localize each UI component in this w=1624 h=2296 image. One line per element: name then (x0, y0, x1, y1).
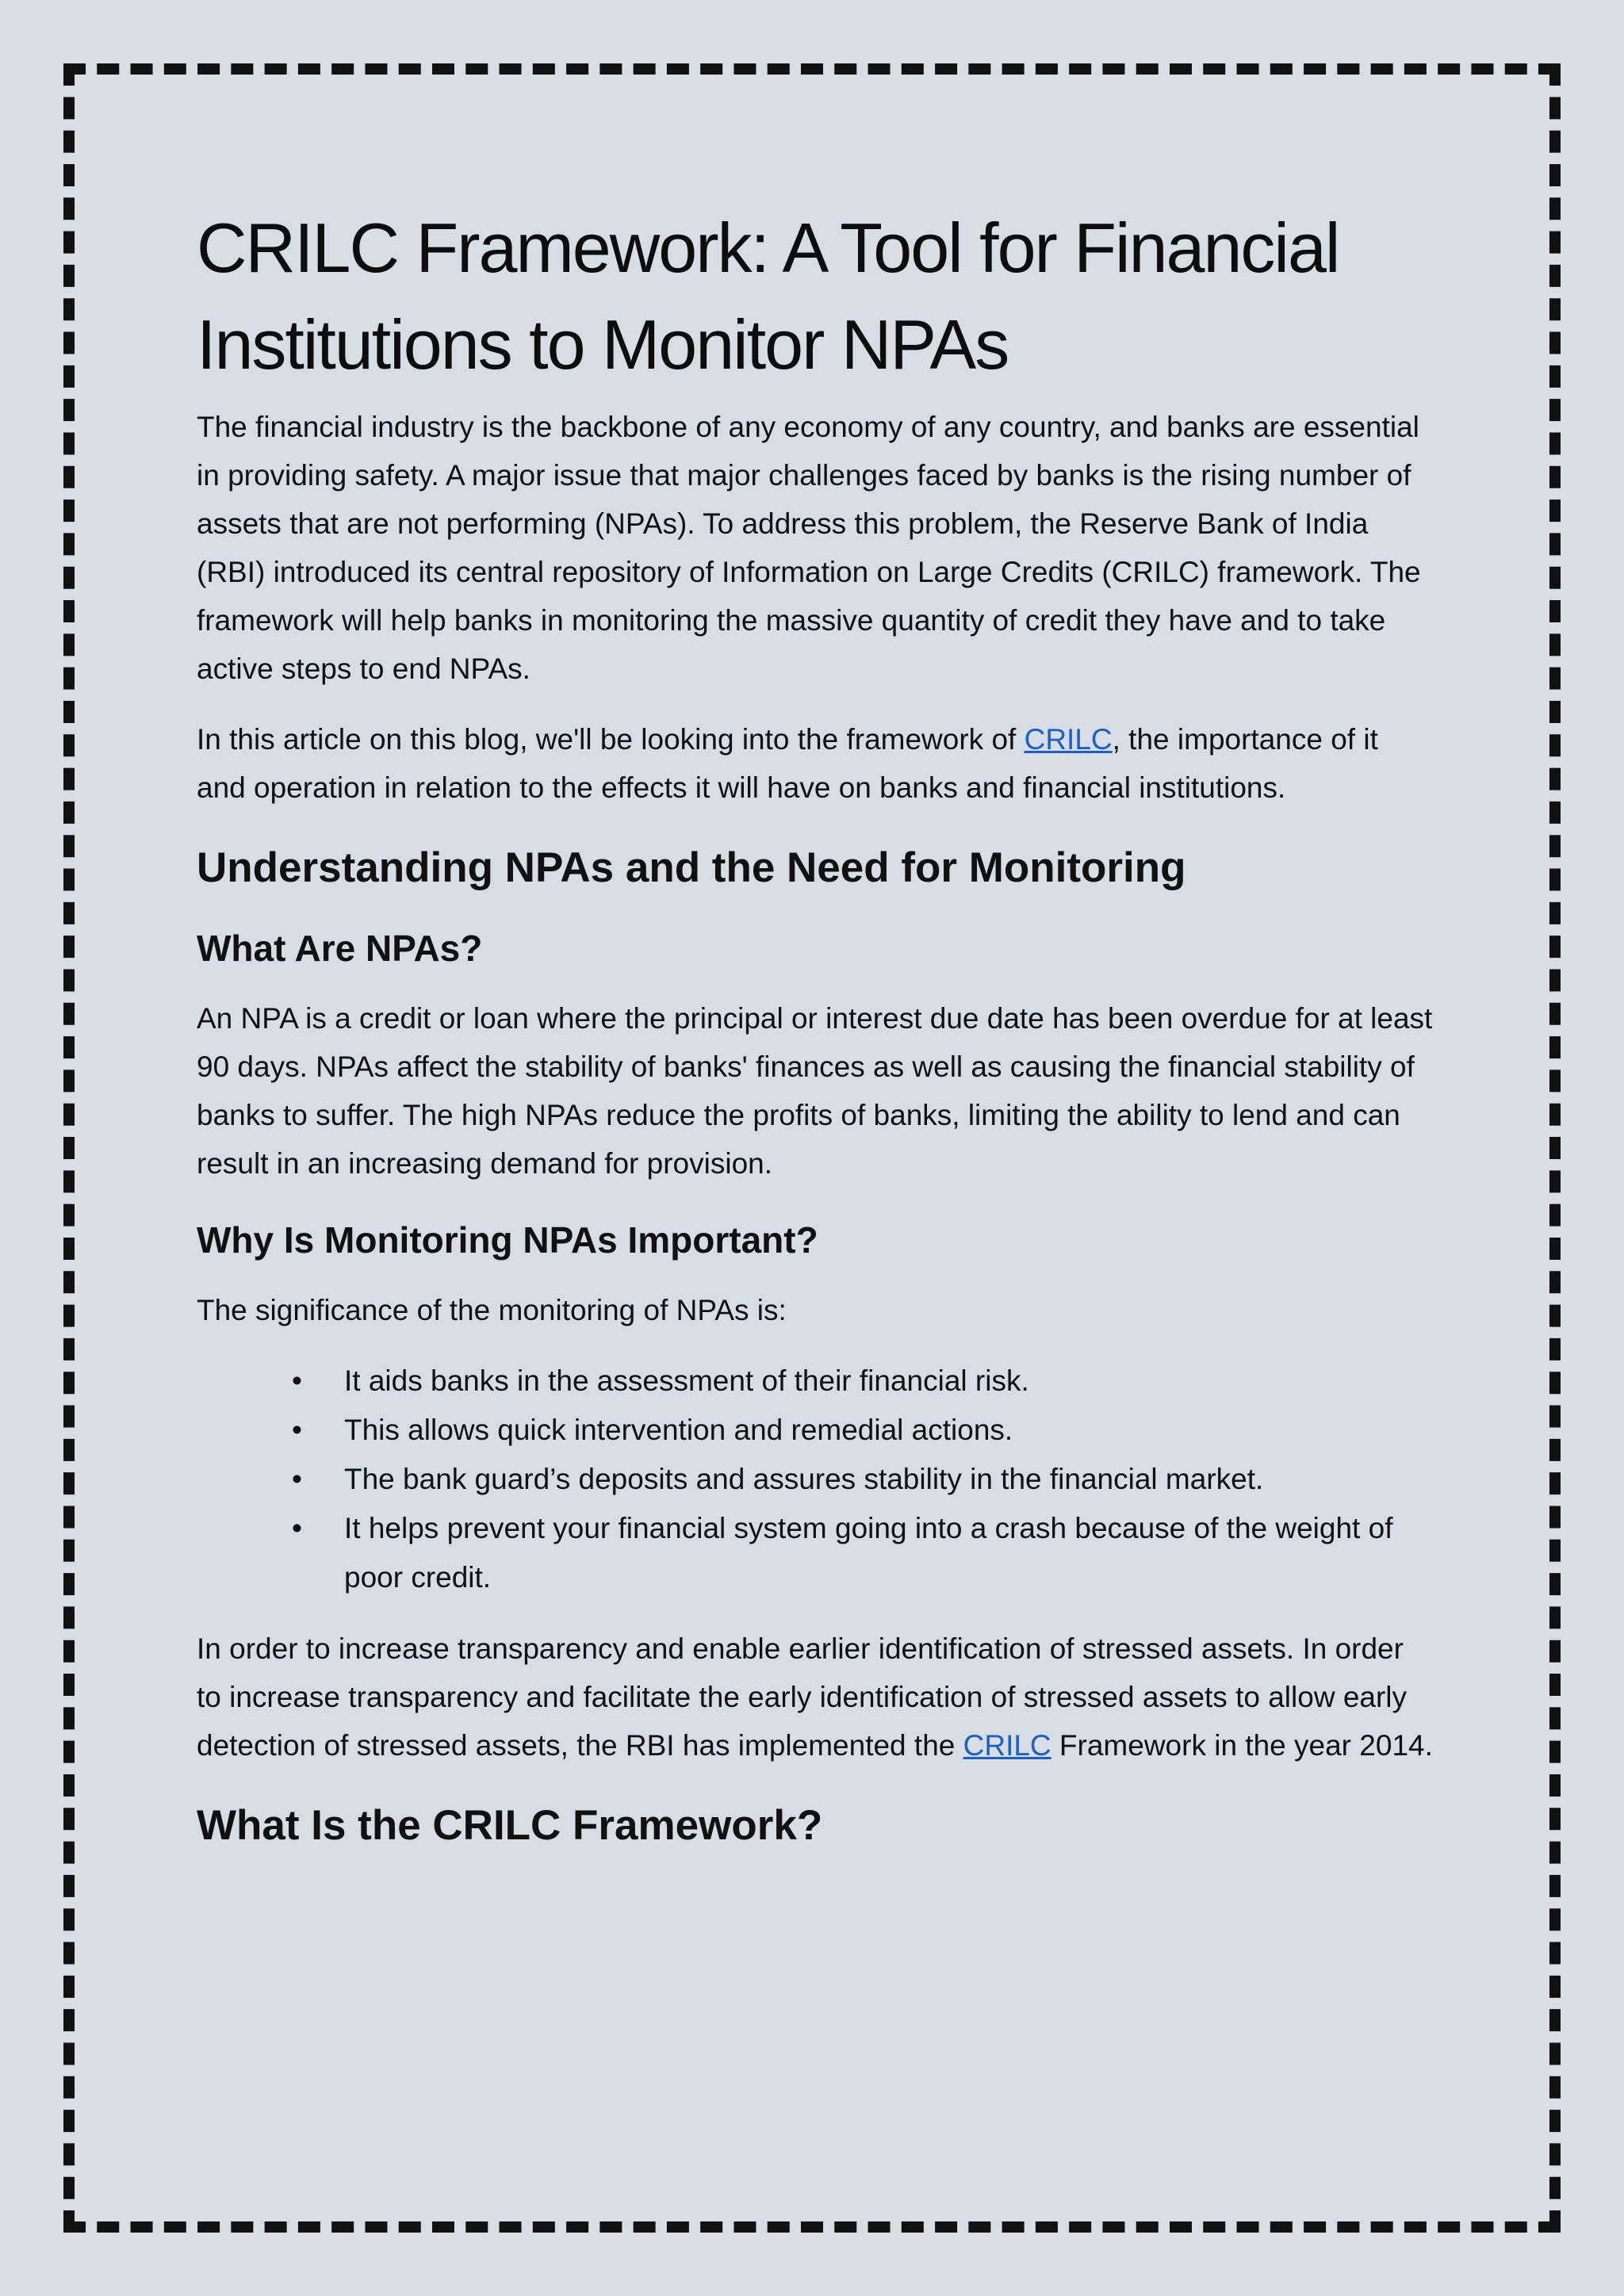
document-title: CRILC Framework: A Tool for Financial Institutions to Monitor NPAs (197, 209, 1339, 384)
subheading-what-are-npas: What Are NPAs? (197, 928, 483, 969)
monitoring-lead-paragraph: The significance of the monitoring of NPAs is: (197, 1294, 787, 1326)
implementation-text-start: In order to increase transparency and enable earlier identification of stressed assets. In order to increase transparency and facilitate the early identification of stressed assets to allow early detection of stressed assets, the RBI has implemented the (197, 1632, 1408, 1762)
crilc-implementation-paragraph (197, 1624, 1434, 1770)
list-item-text: The bank guard’s deposits and assures stability in the financial market. (344, 1463, 1264, 1495)
npa-definition-paragraph: An NPA is a credit or loan where the principal or interest due date has been overdue for at least 90 days. NPAs affect the stability of banks' finances as well as causing the financial stability of banks to suffer. The high NPAs reduce the profits of banks, limiting the ability to lend and can result in an increasing demand for provision. (197, 1002, 1433, 1180)
list-item (292, 1357, 1434, 1406)
bullet-icon: • (292, 1512, 302, 1544)
list-item (292, 1455, 1434, 1504)
subheading-why-monitoring: Why Is Monitoring NPAs Important? (197, 1219, 818, 1261)
monitoring-bullet-list (197, 1357, 1434, 1602)
intro-paragraph: The financial industry is the backbone of any economy of any country, and banks are essential in providing safety. A major issue that major challenges faced by banks is the rising number of assets that are not performing (NPAs). To address this problem, the Reserve Bank of India (RBI) introduced its central repository of Information on Large Credits (CRILC) framework. The framework will help banks in monitoring the massive quantity of credit they have and to take active steps to end NPAs. (197, 411, 1421, 685)
list-item-text: This allows quick intervention and remedial actions. (344, 1414, 1013, 1446)
bullet-icon: • (292, 1463, 302, 1495)
blog-intro-paragraph (197, 715, 1434, 812)
crilc-link[interactable]: CRILC (1024, 723, 1113, 756)
implementation-text-end: Framework in the year 2014. (1051, 1729, 1433, 1762)
document-body (197, 200, 1434, 1876)
list-item-text: It helps prevent your financial system going into a crash because of the weight of poor credit. (344, 1512, 1393, 1594)
bullet-icon: • (292, 1414, 302, 1446)
crilc-link-2[interactable]: CRILC (963, 1729, 1051, 1762)
blog-intro-text-end: , the importance of it and operation in relation to the effects it will have on banks and financial institutions. (197, 723, 1378, 804)
list-item (292, 1504, 1434, 1602)
bullet-icon: • (292, 1364, 302, 1397)
list-item (292, 1406, 1434, 1455)
section-heading-what-is-crilc: What Is the CRILC Framework? (197, 1802, 823, 1849)
section-heading-understanding-npas: Understanding NPAs and the Need for Monitoring (197, 844, 1186, 891)
blog-intro-text-start: In this article on this blog, we'll be looking into the framework of (197, 723, 1025, 756)
list-item-text: It aids banks in the assessment of their financial risk. (344, 1364, 1029, 1397)
